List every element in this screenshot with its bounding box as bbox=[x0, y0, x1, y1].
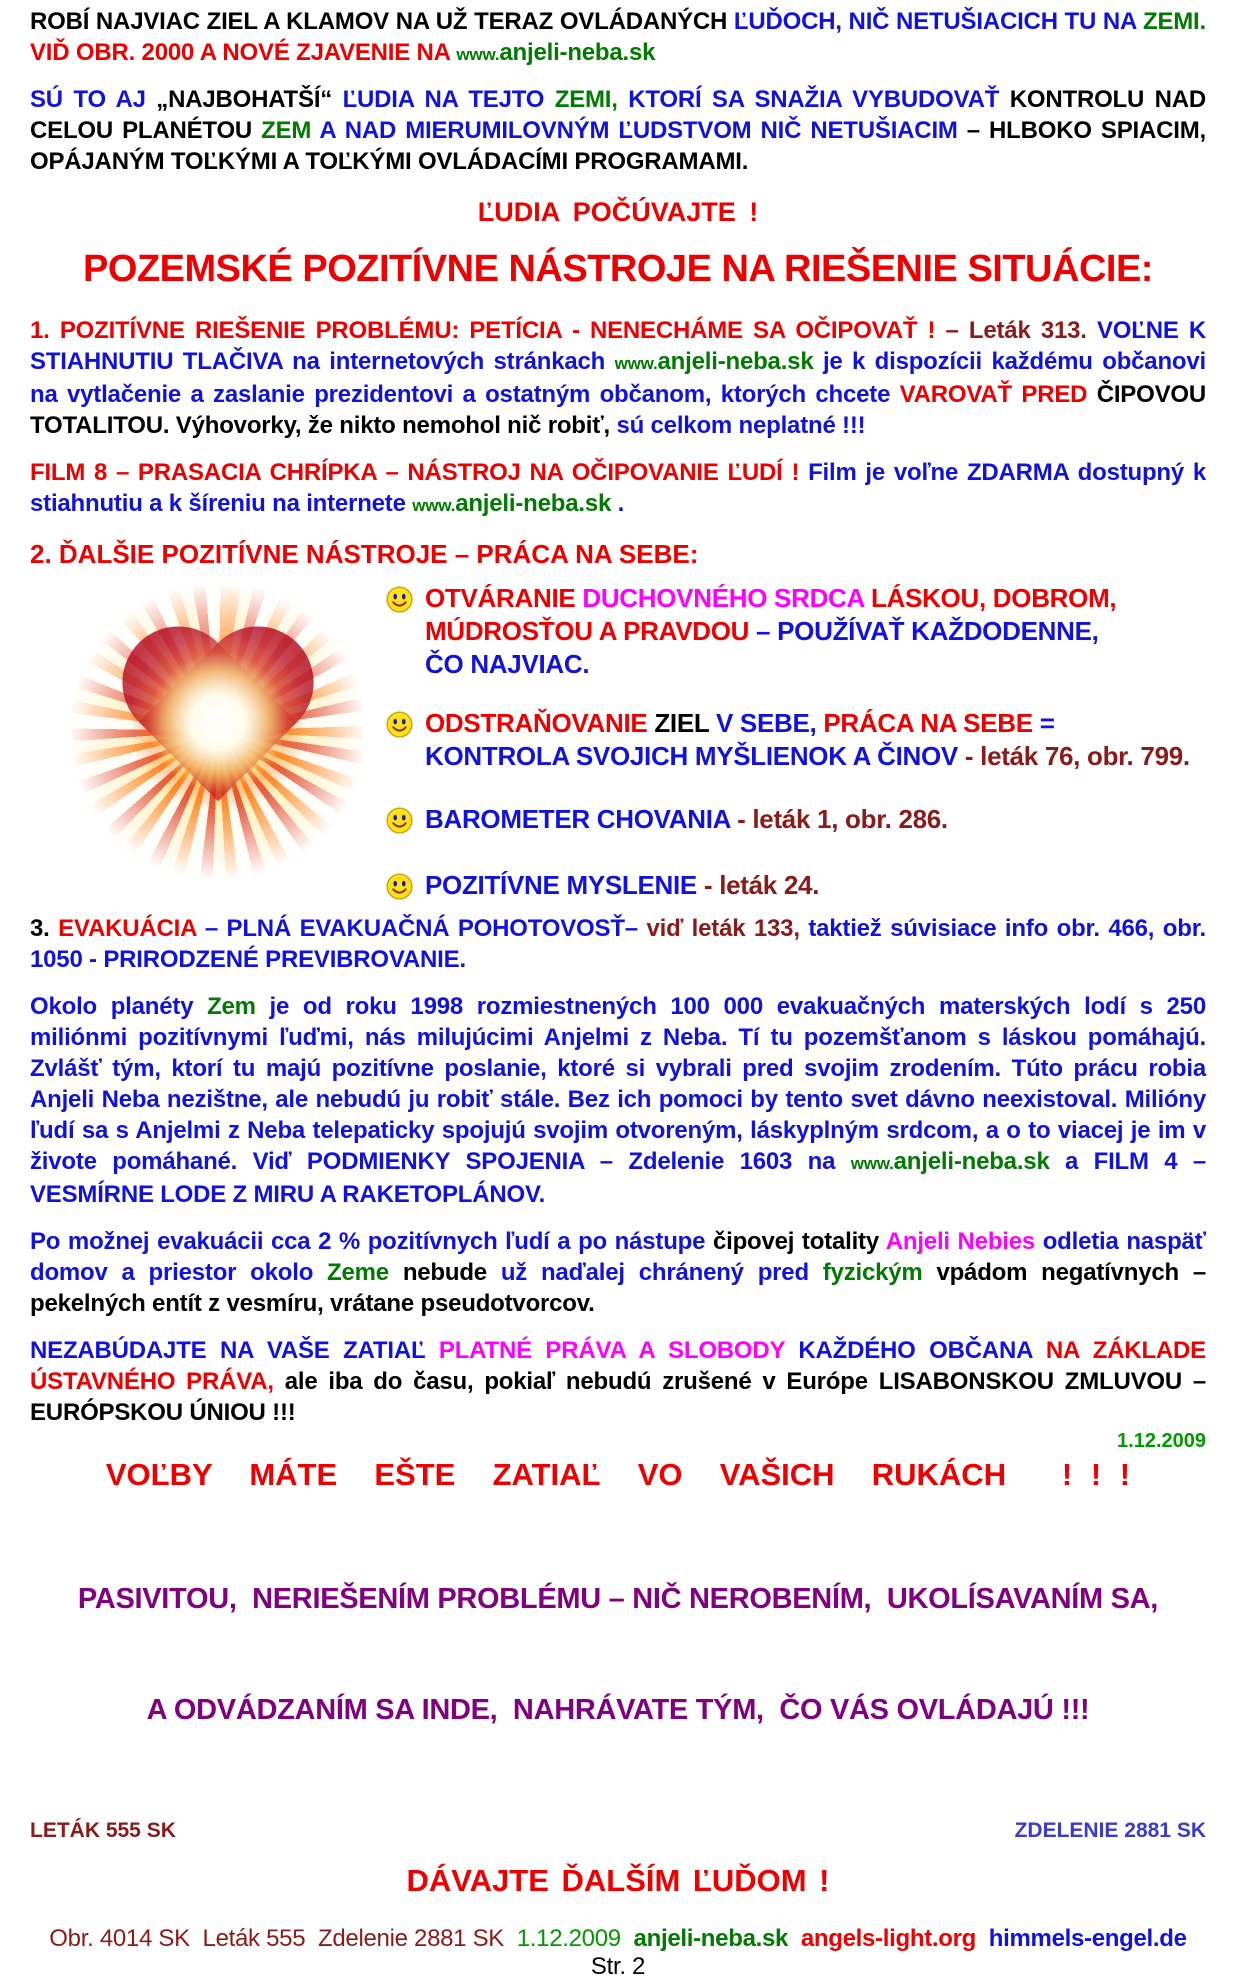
text-segment: taktiež súvisiace info obr. 466, obr. 1050 - PRIRODZENÉ PREVIBROVANIE. bbox=[30, 915, 1206, 973]
bullet-line bbox=[425, 648, 1116, 681]
link-anjeli-neba[interactable] bbox=[615, 348, 814, 375]
text-segment: Po možnej evakuácii cca 2 % pozitívnych ľudí a po nástupe bbox=[30, 1228, 713, 1255]
text-segment: viď leták 133, bbox=[646, 915, 809, 942]
elections-heading: VOĽBY MÁTE EŠTE ZATIAĽ VO VAŠICH RUKÁCH ! ! ! bbox=[105, 1457, 1131, 1492]
main-heading: POZEMSKÉ POZITÍVNE NÁSTROJE NA RIEŠENIE SITUÁCIE: bbox=[83, 248, 1153, 290]
text-segment: = bbox=[1039, 708, 1055, 738]
text-segment: anjeli-neba.sk bbox=[455, 490, 612, 517]
petition-paragraph bbox=[30, 315, 1206, 441]
text-segment: ČIPOVOU TOTALITOU. Výhovorky, že nikto nemohol nič robiť, bbox=[30, 381, 1206, 439]
self-work-heading: 2. ĎALŠIE POZITÍVNE NÁSTROJE – PRÁCA NA SEBE: bbox=[30, 539, 699, 569]
text-segment: KONTROLA SVOJICH MYŠLIENOK A ČINOV bbox=[425, 741, 965, 771]
smiley-icon bbox=[386, 873, 413, 905]
passivity-paragraph bbox=[30, 1507, 1206, 1803]
text-segment: MÚDROSŤOU A PRAVDOU bbox=[425, 616, 757, 646]
text-segment: fyzickým bbox=[822, 1259, 937, 1286]
text-segment: ZEMI, bbox=[554, 86, 629, 113]
list-item bbox=[386, 803, 1206, 839]
control-paragraph bbox=[30, 84, 1206, 177]
footer-info bbox=[30, 1925, 1206, 1981]
link-anjeli-neba[interactable] bbox=[456, 39, 655, 66]
text-segment: Anjeli Nebies bbox=[885, 1228, 1043, 1255]
text-segment: – PLNÁ EVAKUAČNÁ POHOTOVOSŤ– bbox=[204, 915, 647, 942]
text-segment: NA ZÁKLADE ÚSTAVNÉHO PRÁVA, bbox=[30, 1337, 1206, 1395]
text-segment: - leták 24. bbox=[703, 870, 820, 900]
text-segment: BAROMETER CHOVANIA bbox=[425, 804, 738, 834]
text-segment: KTORÍ SA SNAŽIA VYBUDOVAŤ bbox=[628, 86, 1010, 113]
text-segment: Zeme bbox=[327, 1259, 403, 1286]
text-segment: EVAKUÁCIA bbox=[58, 915, 205, 942]
call-heading: ĽUDIA POČÚVAJTE ! bbox=[477, 197, 759, 227]
bullet-list bbox=[386, 580, 1206, 905]
bullet-text bbox=[425, 582, 1116, 681]
self-work-section bbox=[30, 580, 1206, 905]
passivity-line: A ODVÁDZANÍM SA INDE, NAHRÁVATE TÝM, ČO VÁS OVLÁDAJÚ !!! bbox=[146, 1694, 1090, 1726]
link-angels-light[interactable]: angels-light.org bbox=[800, 1925, 989, 1952]
text-segment: a FILM 4 – VESMÍRNE LODE Z MIRU A RAKETOPLÁNOV. bbox=[30, 1148, 1206, 1208]
text-segment: V SEBE, bbox=[715, 708, 824, 738]
text-segment: – POUŽÍVAŤ KAŽDODENNE, bbox=[756, 616, 1099, 646]
text-segment: OTVÁRANIE bbox=[425, 583, 583, 613]
text-segment: je od roku 1998 rozmiestnených 100 000 evakuačných materských lodí s 250 miliónmi pozitívnymi ľuďmi, nás milujúcimi Anjelmi z Neba. Tí tu pozemšťanom s láskou pomáhajú. Zvlášť tým, ktorí tu majú pozitívne poslanie, ktoré si vybrali pred svojim zrodením. Túto prácu robia Anjeli Neba nezištne, ale nebudú ju robiť stále. Bez ich pomoci by tento svet dávno neexistoval. Milióny ľudí sa s Anjelmi z Neba telepaticky spojujú svojim otvoreným, láskyplným srdcom, a o to viacej je im v živote pomáhané. Viď PODMIENKY SPOJENIA – Zdelenie 1603 na bbox=[30, 993, 1206, 1175]
text-segment: - leták 1, obr. 286. bbox=[737, 804, 948, 834]
radiant-heart-image bbox=[72, 580, 364, 882]
text-segment: POZITÍVNE MYSLENIE bbox=[425, 870, 704, 900]
page-number-label: Str. 2 bbox=[590, 1953, 646, 1980]
bullet-text bbox=[425, 803, 948, 836]
text-segment: Film je voľne ZDARMA dostupný k stiahnutiu a k šíreniu na internete bbox=[30, 459, 1207, 517]
text-segment: vpádom negatívnych – pekelných entít z vesmíru, vrátane pseudotvorcov. bbox=[30, 1259, 1206, 1317]
text-segment: KONTROLU NAD CELOU PLANÉTOU bbox=[30, 86, 1207, 144]
text-segment: ČO NAJVIAC. bbox=[425, 649, 590, 679]
text-segment: odletia naspäť domov a priestor okolo bbox=[30, 1228, 1206, 1286]
passivity-line: PASIVITOU, NERIEŠENÍM PROBLÉMU – NIČ NEROBENÍM, UKOLÍSAVANÍM SA, bbox=[77, 1583, 1159, 1615]
bullet-text bbox=[425, 707, 1190, 773]
bullet-text bbox=[425, 869, 819, 902]
text-segment: Obr. 4014 SK Leták 555 Zdelenie 2881 SK bbox=[49, 1925, 517, 1952]
text-segment: . bbox=[611, 490, 625, 517]
post-evacuation-paragraph bbox=[30, 1226, 1206, 1319]
text-segment: - leták 76, obr. 799. bbox=[964, 741, 1190, 771]
text-segment: 1.12.2009 bbox=[516, 1925, 634, 1952]
text-segment: ĽUDIA NA TEJTO bbox=[342, 86, 555, 113]
list-item bbox=[386, 869, 1206, 905]
text-segment: ale iba do času, pokiaľ nebudú zrušené v Európe LISABONSKOU ZMLUVOU – EURÓPSKOU ÚNIOU !!! bbox=[30, 1368, 1206, 1426]
text-segment: www. bbox=[412, 496, 456, 515]
intro-paragraph bbox=[30, 6, 1206, 70]
text-segment: VAROVAŤ PRED bbox=[899, 381, 1097, 408]
text-segment: anjeli-neba.sk bbox=[657, 348, 814, 375]
text-segment: čipovej totality bbox=[712, 1228, 886, 1255]
bullet-line bbox=[425, 582, 1116, 615]
text-segment: www. bbox=[850, 1154, 894, 1173]
text-segment: – HLBOKO SPIACIM, OPÁJANÝM TOĽKÝMI A TOĽKÝMI OVLÁDACÍMI PROGRAMAMI. bbox=[30, 117, 1206, 175]
text-segment: je k dispozícii každému občanovi na vytlačenie a zaslanie prezidentovi a ostatným občanom, ktorých chcete bbox=[30, 348, 1206, 408]
text-segment: ZIEL bbox=[654, 708, 716, 738]
text-segment: – Leták 313. bbox=[945, 317, 1097, 344]
date-label: 1.12.2009 bbox=[1117, 1430, 1206, 1452]
text-segment: LÁSKOU, DOBROM, bbox=[870, 583, 1117, 613]
text-segment: Okolo planéty bbox=[30, 993, 208, 1020]
text-segment: anjeli-neba.sk bbox=[499, 39, 656, 66]
leaflet-number-label: LETÁK 555 SK bbox=[30, 1819, 176, 1842]
fleet-paragraph bbox=[30, 991, 1206, 1210]
text-segment: nebude bbox=[402, 1259, 501, 1286]
text-segment: www. bbox=[456, 45, 500, 64]
link-himmels-engel[interactable]: himmels-engel.de bbox=[988, 1925, 1200, 1952]
text-segment: 3. bbox=[30, 915, 59, 942]
list-item bbox=[386, 707, 1206, 773]
text-segment: PRÁCA NA SEBE bbox=[823, 708, 1040, 738]
text-segment: www. bbox=[614, 354, 658, 373]
zdelenie-number-label: ZDELENIE 2881 SK bbox=[1014, 1819, 1206, 1842]
sparkle-glow bbox=[103, 607, 333, 837]
footer-row bbox=[30, 1819, 1206, 1843]
text-segment: „NAJBOHATŠÍ“ bbox=[156, 86, 343, 113]
link-anjeli-neba[interactable]: anjeli-neba.sk bbox=[633, 1925, 801, 1952]
text-segment: VIĎ OBR. 2000 A NOVÉ ZJAVENIE NA bbox=[30, 39, 457, 66]
text-segment: 1. POZITÍVNE RIEŠENIE PROBLÉMU: PETÍCIA - NENECHÁME SA OČIPOVAŤ ! bbox=[30, 317, 946, 344]
bullet-line bbox=[425, 740, 1190, 773]
text-segment: VOĽNE K STIAHNUTIU TLAČIVA na internetových stránkach bbox=[30, 317, 1206, 375]
smiley-icon bbox=[386, 711, 413, 743]
text-segment: A NAD MIERUMILOVNÝM ĽUDSTVOM NIČ NETUŠIACIM bbox=[319, 117, 967, 144]
rights-paragraph bbox=[30, 1335, 1206, 1428]
text-segment: už naďalej chránený pred bbox=[500, 1259, 823, 1286]
bullet-line bbox=[425, 615, 1116, 648]
text-segment: ĽUĎOCH, NIČ NETUŠIACICH TU NA bbox=[733, 8, 1143, 35]
text-segment: FILM 8 – PRASACIA CHRÍPKA – NÁSTROJ NA OČIPOVANIE ĽUDÍ ! bbox=[30, 459, 809, 486]
text-segment: sú celkom neplatné !!! bbox=[616, 412, 866, 439]
link-anjeli-neba[interactable] bbox=[851, 1148, 1050, 1175]
film8-paragraph bbox=[30, 457, 1206, 521]
bullet-line bbox=[425, 707, 1190, 740]
text-segment: NEZABÚDAJTE NA VAŠE ZATIAĽ bbox=[30, 1337, 439, 1364]
smiley-icon bbox=[386, 807, 413, 839]
share-heading: DÁVAJTE ĎALŠÍM ĽUĎOM ! bbox=[406, 1863, 830, 1898]
text-segment: PLATNÉ PRÁVA A SLOBODY bbox=[438, 1337, 799, 1364]
text-segment: SÚ TO AJ bbox=[30, 86, 157, 113]
text-segment: ROBÍ NAJVIAC ZIEL A KLAMOV NA UŽ TERAZ OVLÁDANÝCH bbox=[30, 8, 734, 35]
smiley-icon bbox=[386, 586, 413, 618]
text-segment: Zem bbox=[207, 993, 270, 1020]
text-segment: ZEMI. bbox=[1142, 8, 1206, 35]
text-segment: DUCHOVNÉHO SRDCA bbox=[582, 583, 871, 613]
text-segment: KAŽDÉHO OBČANA bbox=[798, 1337, 1046, 1364]
link-anjeli-neba[interactable] bbox=[412, 490, 611, 517]
text-segment: anjeli-neba.sk bbox=[893, 1148, 1050, 1175]
list-item bbox=[386, 582, 1206, 681]
text-segment: ZEM bbox=[261, 117, 320, 144]
text-segment: ODSTRAŇOVANIE bbox=[425, 708, 655, 738]
evacuation-heading bbox=[30, 913, 1206, 975]
